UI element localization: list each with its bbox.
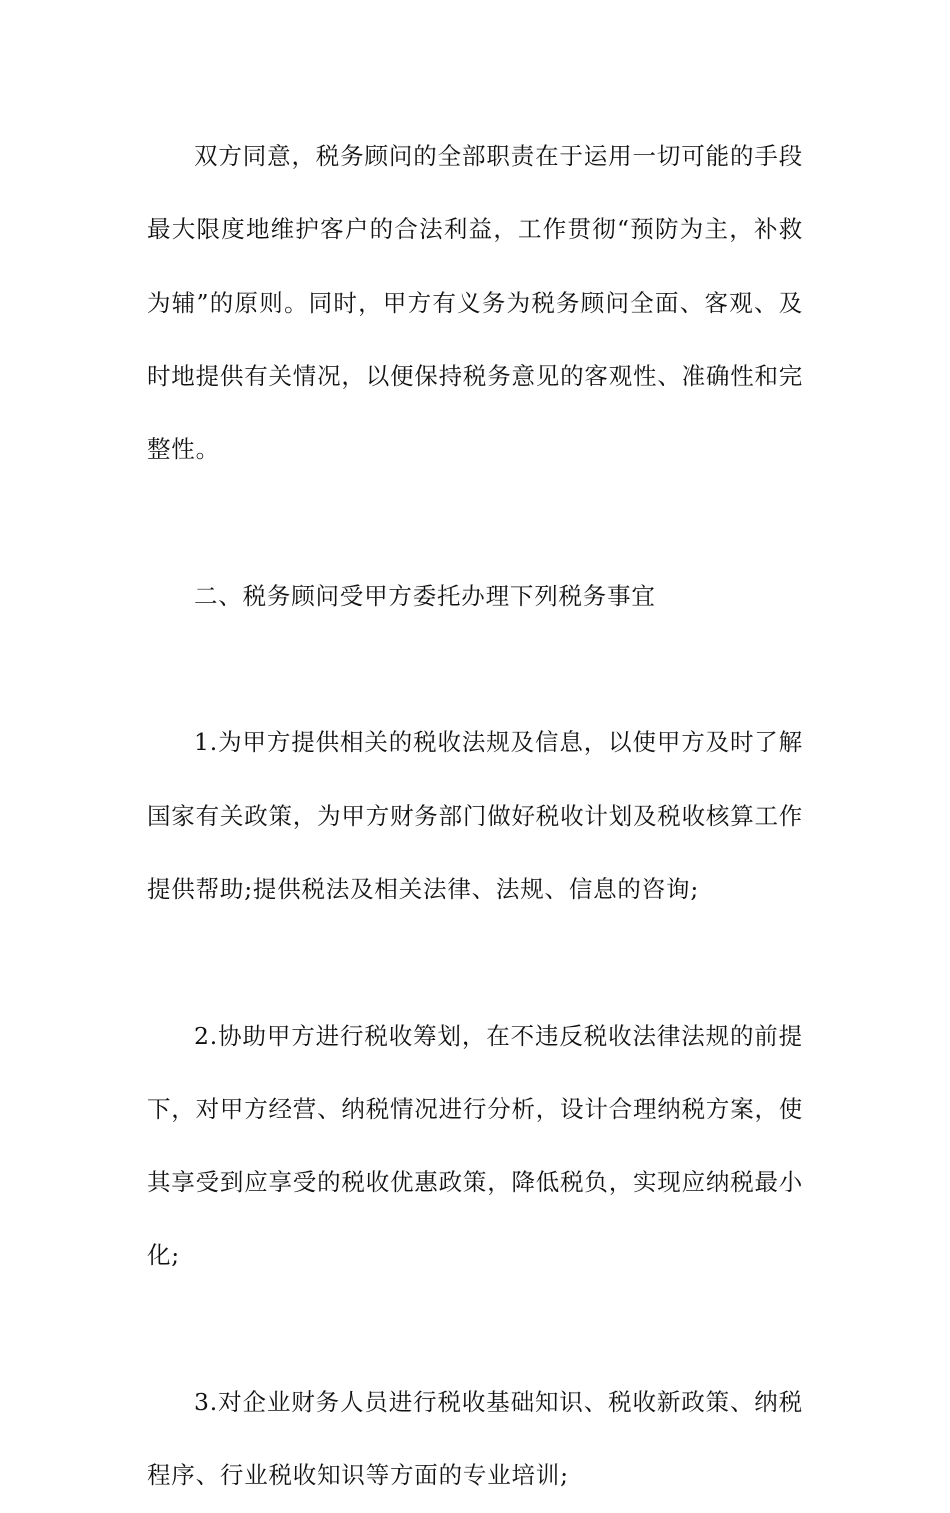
text-line: 2.协助甲方进行税收筹划，在不违反税收法律法规的前提 [194,1021,803,1050]
text-line: 下，对甲方经营、纳税情况进行分析，设计合理纳税方案，使 [147,1094,804,1123]
list-item-1 [147,706,803,926]
text-line: 1.为甲方提供相关的税收法规及信息，以使甲方及时了解 [194,728,803,757]
text-line: 提供帮助;提供税法及相关法律、法规、信息的咨询; [147,874,700,903]
text-line: 3.对企业财务人员进行税收基础知识、税收新政策、纳税 [194,1388,803,1417]
text-line: 化; [147,1241,181,1270]
text-line: 其享受到应享受的税收优惠政策，降低税负，实现应纳税最小 [147,1168,804,1197]
text-line: 双方同意，税务顾问的全部职责在于运用一切可能的手段 [194,142,803,170]
text-line: 时地提供有关情况，以便保持税务意见的客观性、准确性和完 [147,361,804,390]
text-line: 最大限度地维护客户的合法利益，工作贯彻“预防为主，补救 [147,215,803,244]
heading-line: 二、税务顾问受甲方委托办理下列税务事宜 [194,581,656,610]
document-body [147,120,803,1513]
list-item-3 [147,1366,803,1513]
text-line: 整性。 [147,435,220,464]
text-line: 程序、行业税收知识等方面的专业培训; [147,1461,569,1490]
text-line: 为辅”的原则。同时，甲方有义务为税务顾问全面、客观、及 [147,288,803,317]
paragraph-agreement [147,120,803,486]
text-line: 国家有关政策，为甲方财务部门做好税收计划及税收核算工作 [147,801,804,830]
list-item-2 [147,1000,803,1293]
section-heading [147,560,803,633]
